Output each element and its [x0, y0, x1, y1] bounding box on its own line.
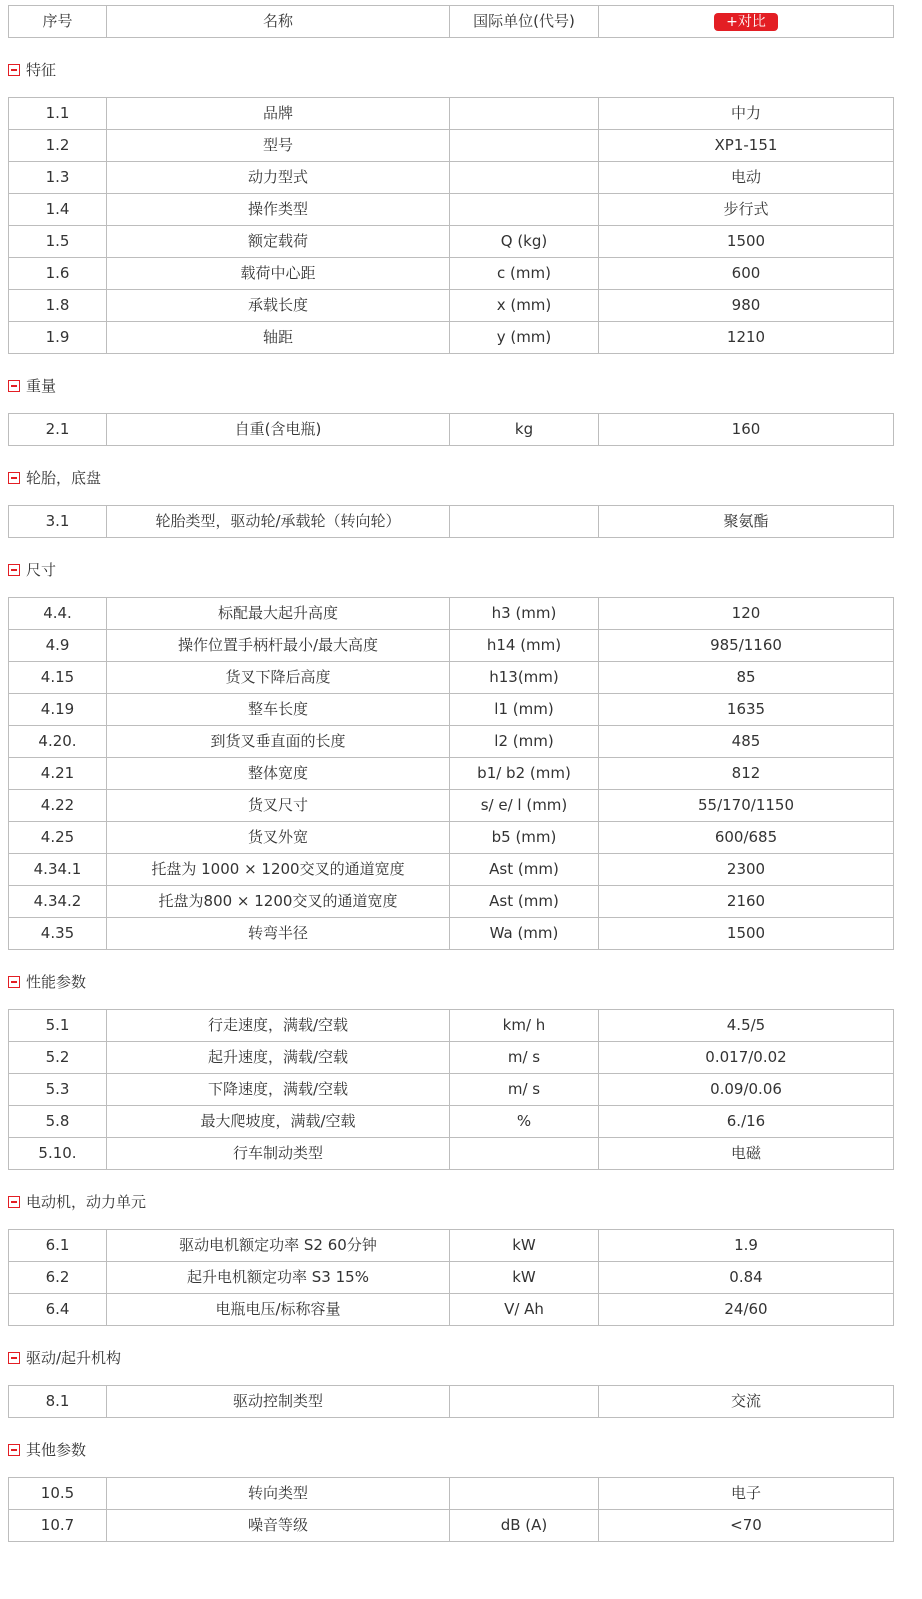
spec-table [8, 505, 894, 538]
row-value: 1500 [599, 918, 894, 950]
row-name: 托盘为 1000 × 1200交叉的通道宽度 [107, 854, 450, 886]
table-row [9, 290, 894, 322]
row-name: 起升电机额定功率 S3 15% [107, 1262, 450, 1294]
row-unit [450, 506, 599, 538]
table-row [9, 1510, 894, 1542]
section-header[interactable] [0, 1326, 922, 1385]
row-unit [450, 1478, 599, 1510]
row-name: 行走速度，满载/空载 [107, 1010, 450, 1042]
row-index: 1.4 [9, 194, 107, 226]
row-index: 4.35 [9, 918, 107, 950]
row-value: 1500 [599, 226, 894, 258]
table-row [9, 130, 894, 162]
spec-table [8, 1385, 894, 1418]
row-name: 行车制动类型 [107, 1138, 450, 1170]
row-name: 转向类型 [107, 1478, 450, 1510]
row-index: 3.1 [9, 506, 107, 538]
row-name: 起升速度，满载/空载 [107, 1042, 450, 1074]
header-unit: 国际单位(代号) [450, 6, 599, 38]
row-index: 4.19 [9, 694, 107, 726]
row-unit: Q (kg) [450, 226, 599, 258]
row-index: 1.2 [9, 130, 107, 162]
collapse-icon[interactable] [8, 976, 20, 988]
row-index: 8.1 [9, 1386, 107, 1418]
row-name: 整体宽度 [107, 758, 450, 790]
collapse-icon[interactable] [8, 380, 20, 392]
collapse-icon[interactable] [8, 564, 20, 576]
table-row [9, 1262, 894, 1294]
table-row [9, 822, 894, 854]
sections-container [0, 38, 922, 1542]
table-row [9, 506, 894, 538]
section-title: 其他参数 [26, 1441, 87, 1459]
table-row [9, 98, 894, 130]
row-name: 到货叉垂直面的长度 [107, 726, 450, 758]
row-name: 下降速度，满载/空载 [107, 1074, 450, 1106]
row-index: 6.1 [9, 1230, 107, 1262]
row-index: 1.6 [9, 258, 107, 290]
row-unit: dB (A) [450, 1510, 599, 1542]
spec-table [8, 597, 894, 950]
row-name: 货叉尺寸 [107, 790, 450, 822]
table-row [9, 854, 894, 886]
section-header[interactable] [0, 950, 922, 1009]
row-value: 0.09/0.06 [599, 1074, 894, 1106]
row-unit [450, 98, 599, 130]
section-header[interactable] [0, 1170, 922, 1229]
row-unit: V/ Ah [450, 1294, 599, 1326]
row-name: 动力型式 [107, 162, 450, 194]
section-header[interactable] [0, 446, 922, 505]
row-index: 5.1 [9, 1010, 107, 1042]
section-title: 尺寸 [26, 561, 57, 579]
row-unit: l2 (mm) [450, 726, 599, 758]
spec-table [8, 1477, 894, 1542]
row-unit: Wa (mm) [450, 918, 599, 950]
row-value: 0.017/0.02 [599, 1042, 894, 1074]
section-title: 重量 [26, 377, 57, 395]
row-index: 5.8 [9, 1106, 107, 1138]
header-name: 名称 [107, 6, 450, 38]
row-unit: h13(mm) [450, 662, 599, 694]
row-index: 6.4 [9, 1294, 107, 1326]
table-row [9, 1386, 894, 1418]
section-title: 驱动/起升机构 [26, 1349, 122, 1367]
row-name: 额定载荷 [107, 226, 450, 258]
section-header[interactable] [0, 354, 922, 413]
row-unit: Ast (mm) [450, 854, 599, 886]
row-value: XP1-151 [599, 130, 894, 162]
row-index: 1.5 [9, 226, 107, 258]
row-index: 5.2 [9, 1042, 107, 1074]
row-value: 600/685 [599, 822, 894, 854]
spec-table [8, 413, 894, 446]
row-value: 4.5/5 [599, 1010, 894, 1042]
spec-table [8, 1009, 894, 1170]
row-value: 步行式 [599, 194, 894, 226]
row-index: 4.34.1 [9, 854, 107, 886]
row-name: 承载长度 [107, 290, 450, 322]
row-unit: km/ h [450, 1010, 599, 1042]
table-row [9, 726, 894, 758]
spec-table [8, 1229, 894, 1326]
row-unit: h14 (mm) [450, 630, 599, 662]
section-header[interactable] [0, 538, 922, 597]
collapse-icon[interactable] [8, 1444, 20, 1456]
row-name: 型号 [107, 130, 450, 162]
row-index: 5.3 [9, 1074, 107, 1106]
row-name: 电瓶电压/标称容量 [107, 1294, 450, 1326]
table-row [9, 886, 894, 918]
row-name: 轴距 [107, 322, 450, 354]
row-value: 812 [599, 758, 894, 790]
row-name: 转弯半径 [107, 918, 450, 950]
row-value: 交流 [599, 1386, 894, 1418]
row-unit: kg [450, 414, 599, 446]
table-row [9, 322, 894, 354]
row-name: 最大爬坡度，满载/空载 [107, 1106, 450, 1138]
row-value: 985/1160 [599, 630, 894, 662]
row-unit: m/ s [450, 1074, 599, 1106]
table-row [9, 1138, 894, 1170]
row-index: 1.1 [9, 98, 107, 130]
table-row [9, 1042, 894, 1074]
row-value: 6./16 [599, 1106, 894, 1138]
row-unit: y (mm) [450, 322, 599, 354]
row-unit: kW [450, 1262, 599, 1294]
row-value: 85 [599, 662, 894, 694]
row-value: 120 [599, 598, 894, 630]
row-value: 600 [599, 258, 894, 290]
spec-table [8, 97, 894, 354]
table-row [9, 694, 894, 726]
row-unit: x (mm) [450, 290, 599, 322]
row-name: 操作位置手柄杆最小/最大高度 [107, 630, 450, 662]
table-row [9, 662, 894, 694]
section-header[interactable] [0, 38, 922, 97]
row-value: 0.84 [599, 1262, 894, 1294]
row-name: 托盘为800 × 1200交叉的通道宽度 [107, 886, 450, 918]
row-index: 4.22 [9, 790, 107, 822]
section-title: 轮胎，底盘 [26, 469, 102, 487]
row-name: 操作类型 [107, 194, 450, 226]
collapse-icon[interactable] [8, 472, 20, 484]
table-row [9, 598, 894, 630]
table-row [9, 194, 894, 226]
row-index: 1.9 [9, 322, 107, 354]
spec-page [0, 5, 922, 1542]
row-value: 1210 [599, 322, 894, 354]
collapse-icon[interactable] [8, 1196, 20, 1208]
row-unit: c (mm) [450, 258, 599, 290]
row-name: 标配最大起升高度 [107, 598, 450, 630]
row-value: 24/60 [599, 1294, 894, 1326]
row-name: 驱动电机额定功率 S2 60分钟 [107, 1230, 450, 1262]
table-row [9, 758, 894, 790]
row-index: 6.2 [9, 1262, 107, 1294]
table-row [9, 630, 894, 662]
table-row [9, 918, 894, 950]
row-value: 160 [599, 414, 894, 446]
row-name: 驱动控制类型 [107, 1386, 450, 1418]
row-unit [450, 1386, 599, 1418]
row-value: 2160 [599, 886, 894, 918]
row-value: 980 [599, 290, 894, 322]
row-name: 轮胎类型，驱动轮/承载轮（转向轮） [107, 506, 450, 538]
row-index: 10.5 [9, 1478, 107, 1510]
row-index: 2.1 [9, 414, 107, 446]
table-row [9, 1106, 894, 1138]
row-name: 货叉下降后高度 [107, 662, 450, 694]
section-header[interactable] [0, 1418, 922, 1477]
row-value: 电动 [599, 162, 894, 194]
row-unit: % [450, 1106, 599, 1138]
row-value: 聚氨酯 [599, 506, 894, 538]
row-name: 自重(含电瓶) [107, 414, 450, 446]
table-row [9, 1230, 894, 1262]
section-title: 特征 [26, 61, 57, 79]
row-index: 1.3 [9, 162, 107, 194]
row-unit: l1 (mm) [450, 694, 599, 726]
header-index: 序号 [9, 6, 107, 38]
row-unit [450, 162, 599, 194]
row-index: 4.20. [9, 726, 107, 758]
row-index: 4.25 [9, 822, 107, 854]
table-row [9, 162, 894, 194]
collapse-icon[interactable] [8, 1352, 20, 1364]
row-unit [450, 130, 599, 162]
row-value: 2300 [599, 854, 894, 886]
header-compare-cell [599, 6, 894, 38]
row-index: 4.9 [9, 630, 107, 662]
header-table [8, 5, 894, 38]
row-name: 整车长度 [107, 694, 450, 726]
row-index: 4.21 [9, 758, 107, 790]
row-unit [450, 194, 599, 226]
section-title: 电动机，动力单元 [26, 1193, 147, 1211]
row-unit: Ast (mm) [450, 886, 599, 918]
table-row [9, 226, 894, 258]
row-index: 1.8 [9, 290, 107, 322]
row-name: 货叉外宽 [107, 822, 450, 854]
row-value: 485 [599, 726, 894, 758]
row-unit: b1/ b2 (mm) [450, 758, 599, 790]
table-row [9, 790, 894, 822]
row-value: 电子 [599, 1478, 894, 1510]
table-row [9, 1010, 894, 1042]
row-index: 4.15 [9, 662, 107, 694]
row-unit: h3 (mm) [450, 598, 599, 630]
row-index: 5.10. [9, 1138, 107, 1170]
row-unit: s/ e/ l (mm) [450, 790, 599, 822]
row-name: 载荷中心距 [107, 258, 450, 290]
row-name: 噪音等级 [107, 1510, 450, 1542]
row-unit: m/ s [450, 1042, 599, 1074]
row-value: 55/170/1150 [599, 790, 894, 822]
table-row [9, 414, 894, 446]
row-value: 中力 [599, 98, 894, 130]
row-unit [450, 1138, 599, 1170]
row-value: 电磁 [599, 1138, 894, 1170]
row-index: 4.4. [9, 598, 107, 630]
table-row [9, 1478, 894, 1510]
row-index: 10.7 [9, 1510, 107, 1542]
row-unit: kW [450, 1230, 599, 1262]
row-value: 1635 [599, 694, 894, 726]
collapse-icon[interactable] [8, 64, 20, 76]
table-row [9, 1294, 894, 1326]
table-row [9, 258, 894, 290]
header-row [9, 6, 894, 38]
section-title: 性能参数 [26, 973, 87, 991]
row-unit: b5 (mm) [450, 822, 599, 854]
compare-button[interactable]: +对比 [714, 13, 778, 31]
table-row [9, 1074, 894, 1106]
row-value: <70 [599, 1510, 894, 1542]
row-index: 4.34.2 [9, 886, 107, 918]
row-name: 品牌 [107, 98, 450, 130]
row-value: 1.9 [599, 1230, 894, 1262]
